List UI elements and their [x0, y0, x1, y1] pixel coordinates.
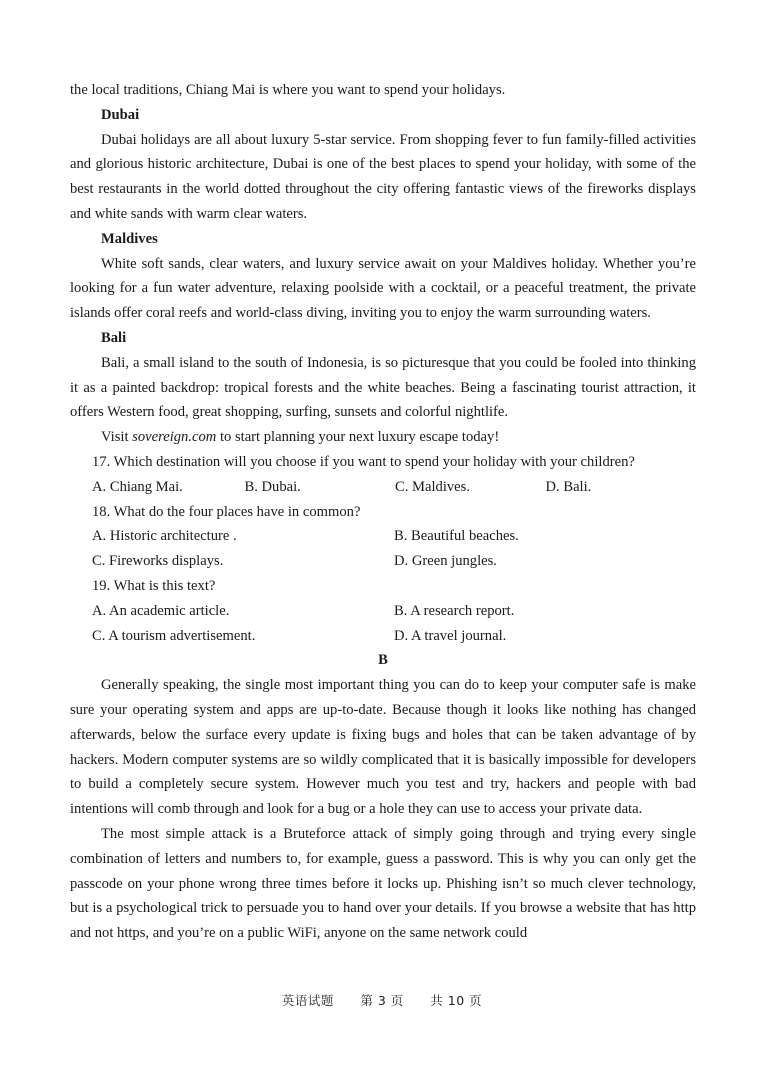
dubai-heading: Dubai	[101, 106, 140, 123]
question-19: 19. What is this text?	[92, 577, 216, 594]
section-b-heading: B	[378, 652, 388, 669]
section-b-paragraph-2: The most simple attack is a Bruteforce attack of simply going through and trying every single combination of letters and numbers to, for example, guess a password. This is why you can only get the passcode on your phone wrong three times before it locks up. Phishing isn’t so much clever technology, but is a psychological trick to persuade you to hand over your details. If you browse a website that has http and not https, and you’re on a public WiFi, anyone on the same network could	[70, 825, 696, 942]
footer-total-pages: 共 10 页	[430, 993, 483, 1008]
question-19-options-row2	[70, 624, 696, 649]
question-17-options	[70, 475, 696, 500]
q18-option-a: A. Historic architecture .	[92, 528, 237, 545]
maldives-paragraph: White soft sands, clear waters, and luxury service await on your Maldives holiday. Whether you’re looking for a fun water adventure, relaxing poolside with a cocktail, or a peaceful treatment, the private islands offer coral reefs and world-class diving, inviting you to enjoy the warm surrounding waters.	[70, 255, 696, 322]
q17-option-d: D. Bali.	[545, 478, 592, 495]
footer-subject: 英语试题	[281, 993, 334, 1008]
footer-page-number: 第 3 页	[360, 993, 404, 1008]
page-footer	[0, 991, 764, 1009]
question-19-options-row1	[70, 599, 696, 624]
question-18-options-row2	[70, 549, 696, 574]
q19-option-c: C. A tourism advertisement.	[92, 627, 256, 644]
maldives-heading: Maldives	[101, 230, 158, 247]
bali-paragraph: Bali, a small island to the south of Indonesia, is so picturesque that you could be fooled into thinking it as a painted backdrop: tropical forests and the white beaches. Being a fascinating tourist attraction, it offers Western food, great shopping, surfing, sunsets and colorful nightlife.	[70, 354, 696, 421]
question-18-options-row1	[70, 524, 696, 549]
question-18: 18. What do the four places have in common?	[92, 503, 361, 520]
q18-option-d: D. Green jungles.	[394, 553, 497, 570]
q18-option-c: C. Fireworks displays.	[92, 553, 224, 570]
q18-option-b: B. Beautiful beaches.	[394, 528, 519, 545]
q17-option-c: C. Maldives.	[394, 478, 470, 495]
intro-tail: the local traditions, Chiang Mai is where you want to spend your holidays.	[70, 82, 506, 98]
question-17: 17. Which destination will you choose if you want to spend your holiday with your children?	[92, 453, 635, 470]
visit-site-link: sovereign.com	[132, 429, 217, 446]
q19-option-b: B. A research report.	[394, 602, 515, 619]
q17-option-a: A. Chiang Mai.	[92, 478, 183, 495]
exam-page	[70, 78, 696, 946]
section-b-paragraph-1: Generally speaking, the single most important thing you can do to keep your computer safe is make sure your operating system and apps are up-to-date. Because though it looks like nothing has changed afterwards, below the surface every update is fixing bugs and holes that can be taken advantage of by hackers. Modern computer systems are so wildly complicated that it is basically impossible for developers to build a completely secure system. However much you test and try, hackers and people with bad intentions will comb through and look for a bug or a hole they can use to access your private data.	[70, 677, 696, 818]
q17-option-b: B. Dubai.	[244, 478, 301, 495]
bali-heading: Bali	[101, 329, 127, 346]
visit-line	[70, 425, 696, 450]
visit-suffix: to start planning your next luxury escape today!	[216, 429, 500, 446]
q19-option-d: D. A travel journal.	[394, 627, 507, 644]
q19-option-a: A. An academic article.	[92, 602, 230, 619]
dubai-paragraph: Dubai holidays are all about luxury 5-star service. From shopping fever to fun family-filled activities and glorious historic architecture, Dubai is one of the best places to spend your holiday, with some of the best restaurants in the world dotted throughout the city offering fantastic views of the fireworks displays and white sands with warm clear waters.	[70, 131, 696, 222]
visit-prefix: Visit	[101, 429, 133, 446]
